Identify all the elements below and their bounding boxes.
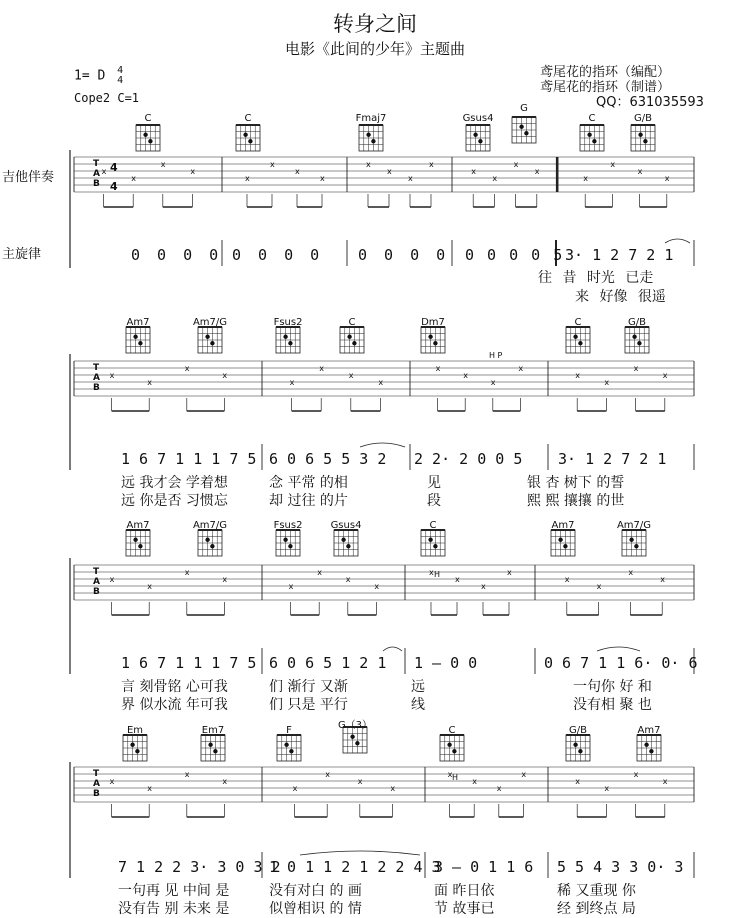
tab-clef-letter: T (93, 159, 100, 169)
lyric-segment: 们 只是 平行 (269, 697, 348, 713)
chord-name: Am7 (126, 520, 150, 531)
melody-measure: 7 1 2 2 3· 3 0 3 2 (118, 858, 281, 876)
lyric-segment: 段 (427, 493, 441, 509)
chord-diagram-dot (283, 335, 287, 339)
time-signature: 4 4 (117, 65, 124, 86)
lyric-segment: 银 杏 树下 的誓 (527, 475, 625, 491)
tab-fret-mark: x (222, 575, 228, 584)
chord-diagram-dot (283, 538, 287, 542)
lyric-segment: 远 (411, 679, 425, 695)
chord-diagram-dot (629, 538, 633, 542)
chord-diagram-dot (208, 743, 212, 747)
chord-name: C (588, 113, 596, 124)
tab-fret-mark: x (147, 582, 152, 591)
chord-diagram-dot (478, 139, 482, 143)
lyric-segment: 稀 又重现 你 (557, 883, 636, 899)
chord-name: Am7 (637, 725, 661, 736)
melody-measure: 6 0 6 5 5 3 2 (269, 450, 387, 468)
lyric-segment: 远 你是否 习惯忘 (121, 493, 228, 509)
lyric-segment: 节 故事已 (434, 901, 495, 917)
tab-fret-mark: x (463, 371, 468, 380)
tab-clef-letter: A (93, 169, 100, 179)
tie-arc (383, 647, 402, 651)
chord-name: G/B (634, 113, 652, 124)
capo-info: Cope2 C=1 (74, 91, 140, 105)
tab-fret-mark: x (408, 174, 413, 183)
tab-clef-letter: B (93, 383, 100, 393)
tab-fret-mark: x (604, 784, 610, 793)
tab-fret-mark: x (295, 167, 300, 176)
lyric-segment: 一句再 见 中间 是 (118, 883, 230, 899)
tab-fret-mark: x (481, 582, 486, 591)
lyric-segment: 没有相 聚 也 (573, 697, 652, 713)
melody-track-label: 主旋律 (2, 247, 42, 262)
tab-fret-mark: x (131, 174, 136, 183)
chord-name: G（3） (337, 720, 373, 731)
chord-diagram-dot (643, 139, 647, 143)
tab-fret-mark: x (184, 770, 190, 779)
chord-diagram-dot (573, 743, 577, 747)
tab-clef-letter: A (93, 373, 100, 383)
chord-diagram-dot (473, 133, 477, 137)
melody-measure: 0 0 0 0 (131, 246, 223, 264)
tab-fret-mark: x (564, 575, 570, 584)
tab-fret-mark: x (662, 371, 668, 380)
tab-fret-mark: x (628, 568, 634, 577)
tab-fret-mark: x (429, 568, 434, 577)
chord-name: Fmaj7 (355, 113, 387, 124)
tab-fret-mark: x (490, 378, 496, 387)
melody-measure: 0 0 0 0 (358, 246, 450, 264)
chord-diagram-dot (428, 538, 432, 542)
chord-name: G (520, 103, 528, 114)
melody-measure: 6 0 6 5 1 2 1 (269, 654, 387, 672)
chord-diagram-dot (210, 544, 214, 548)
chord-diagram-dot (205, 538, 209, 542)
tab-fret-mark: x (222, 371, 228, 380)
tab-fret-mark: x (575, 777, 580, 786)
chord-diagram-dot (347, 335, 351, 339)
tab-fret-mark: x (109, 777, 115, 786)
melody-measure: 1 6 7 1 1 1 7 5 (121, 654, 257, 672)
melody-measure: 3· 1 2 7 2 1 (558, 450, 667, 468)
transcriber-credit: 鸢尾花的指环（制谱） (540, 80, 671, 95)
tab-fret-mark: x (374, 582, 380, 591)
tab-fret-mark: x (447, 770, 453, 779)
chord-name: C (574, 317, 582, 328)
tab-fret-mark: x (348, 371, 354, 380)
tab-fret-mark: x (184, 568, 190, 577)
chord-diagram-dot (573, 335, 577, 339)
lyric-line-2: 来 好像 很遥 (575, 289, 666, 305)
chord-name: C (348, 317, 356, 328)
lyric-segment: 言 刻骨铭 心可我 (121, 679, 228, 695)
chord-diagram-dot (428, 335, 432, 339)
chord-name: Em7 (201, 725, 225, 736)
chord-diagram-dot (634, 544, 638, 548)
tab-fret-mark: x (513, 160, 519, 169)
tab-clef-letter: T (93, 769, 100, 779)
chord-diagram-dot (350, 735, 354, 739)
chord-diagram-dot (519, 125, 523, 129)
chord-name: Gsus4 (462, 113, 494, 124)
tab-fret-mark: x (366, 160, 371, 169)
tab-fret-mark: x (429, 160, 434, 169)
chord-diagram-dot (637, 341, 641, 345)
guitar-track-label: 吉他伴奏 (2, 170, 55, 185)
chord-name: Am7 (126, 317, 150, 328)
chord-diagram-dot (578, 341, 582, 345)
tab-clef-letter: T (93, 363, 100, 373)
tab-fret-mark: x (662, 777, 668, 786)
tab-fret-mark: x (435, 364, 441, 373)
chord-diagram-dot (133, 335, 137, 339)
tie-arc (360, 443, 405, 447)
chord-diagram-dot (644, 743, 648, 747)
melody-measure: 1 6 7 1 1 1 7 5 (121, 450, 257, 468)
chord-diagram-dot (452, 749, 456, 753)
chord-name: Am7 (551, 520, 575, 531)
chord-diagram-dot (524, 131, 528, 135)
tab-fret-mark: x (289, 378, 295, 387)
lyric-segment: 却 过往 的片 (269, 493, 348, 509)
chord-diagram-dot (433, 544, 437, 548)
melody-measure: 1 — 0 0 (414, 654, 478, 672)
chord-diagram-dot (148, 139, 152, 143)
key-signature: 1= D 4 4 (74, 65, 124, 86)
lyric-segment: 们 渐行 又渐 (269, 679, 348, 695)
chord-diagram-dot (341, 538, 345, 542)
tab-fret-mark: x (534, 167, 540, 176)
tab-fret-mark: x (101, 167, 107, 176)
tab-fret-mark: x (390, 784, 396, 793)
melody-measure: 0 0 0 0 (232, 246, 324, 264)
tab-fret-mark: x (637, 167, 643, 176)
tab-fret-mark: x (190, 167, 196, 176)
chord-diagram-dot (352, 341, 356, 345)
tab-clef-letter: B (93, 587, 100, 597)
chord-diagram-dot (638, 133, 642, 137)
chord-name: Em (126, 725, 144, 736)
tab-fret-mark: x (109, 371, 115, 380)
chord-name: G/B (628, 317, 646, 328)
chord-diagram-dot (558, 538, 562, 542)
chord-name: C (244, 113, 252, 124)
tab-fret-mark: x (518, 364, 524, 373)
chord-diagram-dot (563, 544, 567, 548)
tab-fret-mark: x (245, 174, 250, 183)
tab-fret-mark: x (147, 378, 152, 387)
tie-arc (665, 239, 690, 243)
tab-clef-letter: A (93, 779, 100, 789)
tab-fret-mark: x (288, 582, 294, 591)
chord-name: Fsus2 (273, 317, 303, 328)
chord-name: G/B (569, 725, 587, 736)
chord-diagram-dot (138, 544, 142, 548)
tab-fret-mark: x (184, 364, 190, 373)
lyric-segment: 念 平常 的相 (269, 475, 348, 491)
melody-measure: 2 2· 2 0 0 5 (414, 450, 523, 468)
chord-diagram-dot (632, 335, 636, 339)
chord-name: F (286, 725, 292, 736)
chord-diagram-dot (205, 335, 209, 339)
chord-diagram-dot (248, 139, 252, 143)
tab-fret-mark: x (664, 174, 670, 183)
chord-diagram-dot (210, 341, 214, 345)
lyric-segment: 一句你 好 和 (573, 679, 652, 695)
melody-measure: 3 — 0 1 1 6 (434, 858, 534, 876)
lyric-segment: 界 似水流 年可我 (121, 697, 228, 713)
chord-name: C (429, 520, 437, 531)
chord-diagram-dot (355, 741, 359, 745)
chord-name: Gsus4 (330, 520, 362, 531)
chord-diagram-dot (649, 749, 653, 753)
chord-name: C (144, 113, 152, 124)
tab-hammer-mark: H (434, 570, 441, 579)
tab-fret-mark: x (575, 371, 580, 380)
tab-fret-mark: x (378, 378, 384, 387)
qq-contact: QQ：631035593 (596, 95, 704, 110)
tab-fret-mark: x (160, 160, 166, 169)
chord-diagram-dot (366, 133, 370, 137)
chord-diagram-dot (587, 133, 591, 137)
tab-fret-mark: x (292, 784, 298, 793)
lyric-segment: 没有对白 的 画 (269, 883, 362, 899)
chord-diagram-dot (371, 139, 375, 143)
tab-hammer-pull-mark: H P (489, 351, 503, 360)
chord-diagram-dot (213, 749, 217, 753)
lyric-segment: 经 到终点 局 (557, 901, 636, 917)
chord-diagram-dot (592, 139, 596, 143)
chord-diagram-dot (578, 749, 582, 753)
tab-fret-mark: x (633, 770, 639, 779)
tab-fret-mark: x (660, 575, 665, 584)
tab-fret-mark: x (317, 568, 322, 577)
tab-fret-mark: x (471, 167, 476, 176)
chord-name: Am7/G (192, 317, 228, 328)
tab-fret-mark: x (345, 575, 351, 584)
tab-fret-mark: x (507, 568, 512, 577)
chord-diagram-dot (138, 341, 142, 345)
tab-fret-mark: x (270, 160, 275, 169)
chord-diagram-dot (433, 341, 437, 345)
tab-clef-letter: T (93, 567, 100, 577)
tab-fret-mark: x (357, 777, 363, 786)
chord-name: Dm7 (421, 317, 445, 328)
lyric-segment: 见 (427, 475, 441, 491)
tab-fret-mark: x (325, 770, 330, 779)
melody-measure: 1 0 1 1 2 1 2 2 4 3 (269, 858, 441, 876)
tab-fret-mark: x (521, 770, 527, 779)
tie-arc (300, 851, 420, 855)
melody-measure: 0 6 7 1 1 6· 0· 6 (544, 654, 698, 672)
arranger-credit: 鸢尾花的指环（编配） (540, 65, 671, 80)
tab-fret-mark: x (496, 784, 502, 793)
tab-fret-mark: x (583, 174, 588, 183)
chord-name: Am7/G (192, 520, 228, 531)
chord-diagram-dot (284, 743, 288, 747)
melody-measure: 5 5 4 3 3 0· 3 (557, 858, 684, 876)
tab-fret-mark: x (633, 364, 639, 373)
tab-fret-mark: x (147, 784, 152, 793)
lyric-segment: 熙 熙 攘攘 的世 (527, 493, 625, 509)
chord-diagram-dot (135, 749, 139, 753)
chord-name: Am7/G (616, 520, 652, 531)
melody-measure: 0 0 0 0 5 (465, 246, 565, 264)
tab-time-sig: 4 (110, 161, 118, 174)
chord-name: Fsus2 (273, 520, 303, 531)
lyric-segment: 似曾相识 的 情 (269, 901, 362, 917)
melody-measure: 3· 1 2 7 2 1 (565, 246, 674, 264)
chord-diagram-dot (243, 133, 247, 137)
lyric-segment: 远 我才会 学着想 (121, 475, 228, 491)
lyric-segment: 面 昨日依 (434, 883, 495, 899)
tab-fret-mark: x (387, 167, 392, 176)
tab-fret-mark: x (604, 378, 610, 387)
song-title: 转身之间 (333, 12, 417, 36)
chord-diagram-dot (288, 341, 292, 345)
tab-fret-mark: x (610, 160, 616, 169)
tab-clef-letter: B (93, 179, 100, 189)
tab-hammer-mark: H (452, 773, 459, 782)
tab-clef-letter: B (93, 789, 100, 799)
chord-diagram-dot (447, 743, 451, 747)
lyric-segment: 线 (411, 697, 425, 713)
tab-clef-letter: A (93, 577, 100, 587)
chord-diagram-dot (130, 743, 134, 747)
chord-diagram-dot (143, 133, 147, 137)
tab-fret-mark: x (492, 174, 498, 183)
tab-fret-mark: x (472, 777, 477, 786)
chord-diagram-dot (289, 749, 293, 753)
tab-fret-mark: x (319, 364, 324, 373)
tab-fret-mark: x (222, 777, 228, 786)
tie-arc (597, 647, 640, 651)
chord-diagram-dot (288, 544, 292, 548)
lyric-line-1: 往 昔 时光 已走 (538, 270, 654, 286)
tab-time-sig: 4 (110, 180, 118, 193)
lyric-segment: 没有告 别 未来 是 (118, 901, 230, 917)
chord-diagram-dot (346, 544, 350, 548)
tab-fret-mark: x (109, 575, 115, 584)
tab-fret-mark: x (455, 575, 460, 584)
chord-name: C (448, 725, 456, 736)
song-subtitle: 电影《此间的少年》主题曲 (284, 40, 465, 58)
tab-fret-mark: x (320, 174, 325, 183)
chord-diagram-dot (133, 538, 137, 542)
tab-fret-mark: x (596, 582, 602, 591)
